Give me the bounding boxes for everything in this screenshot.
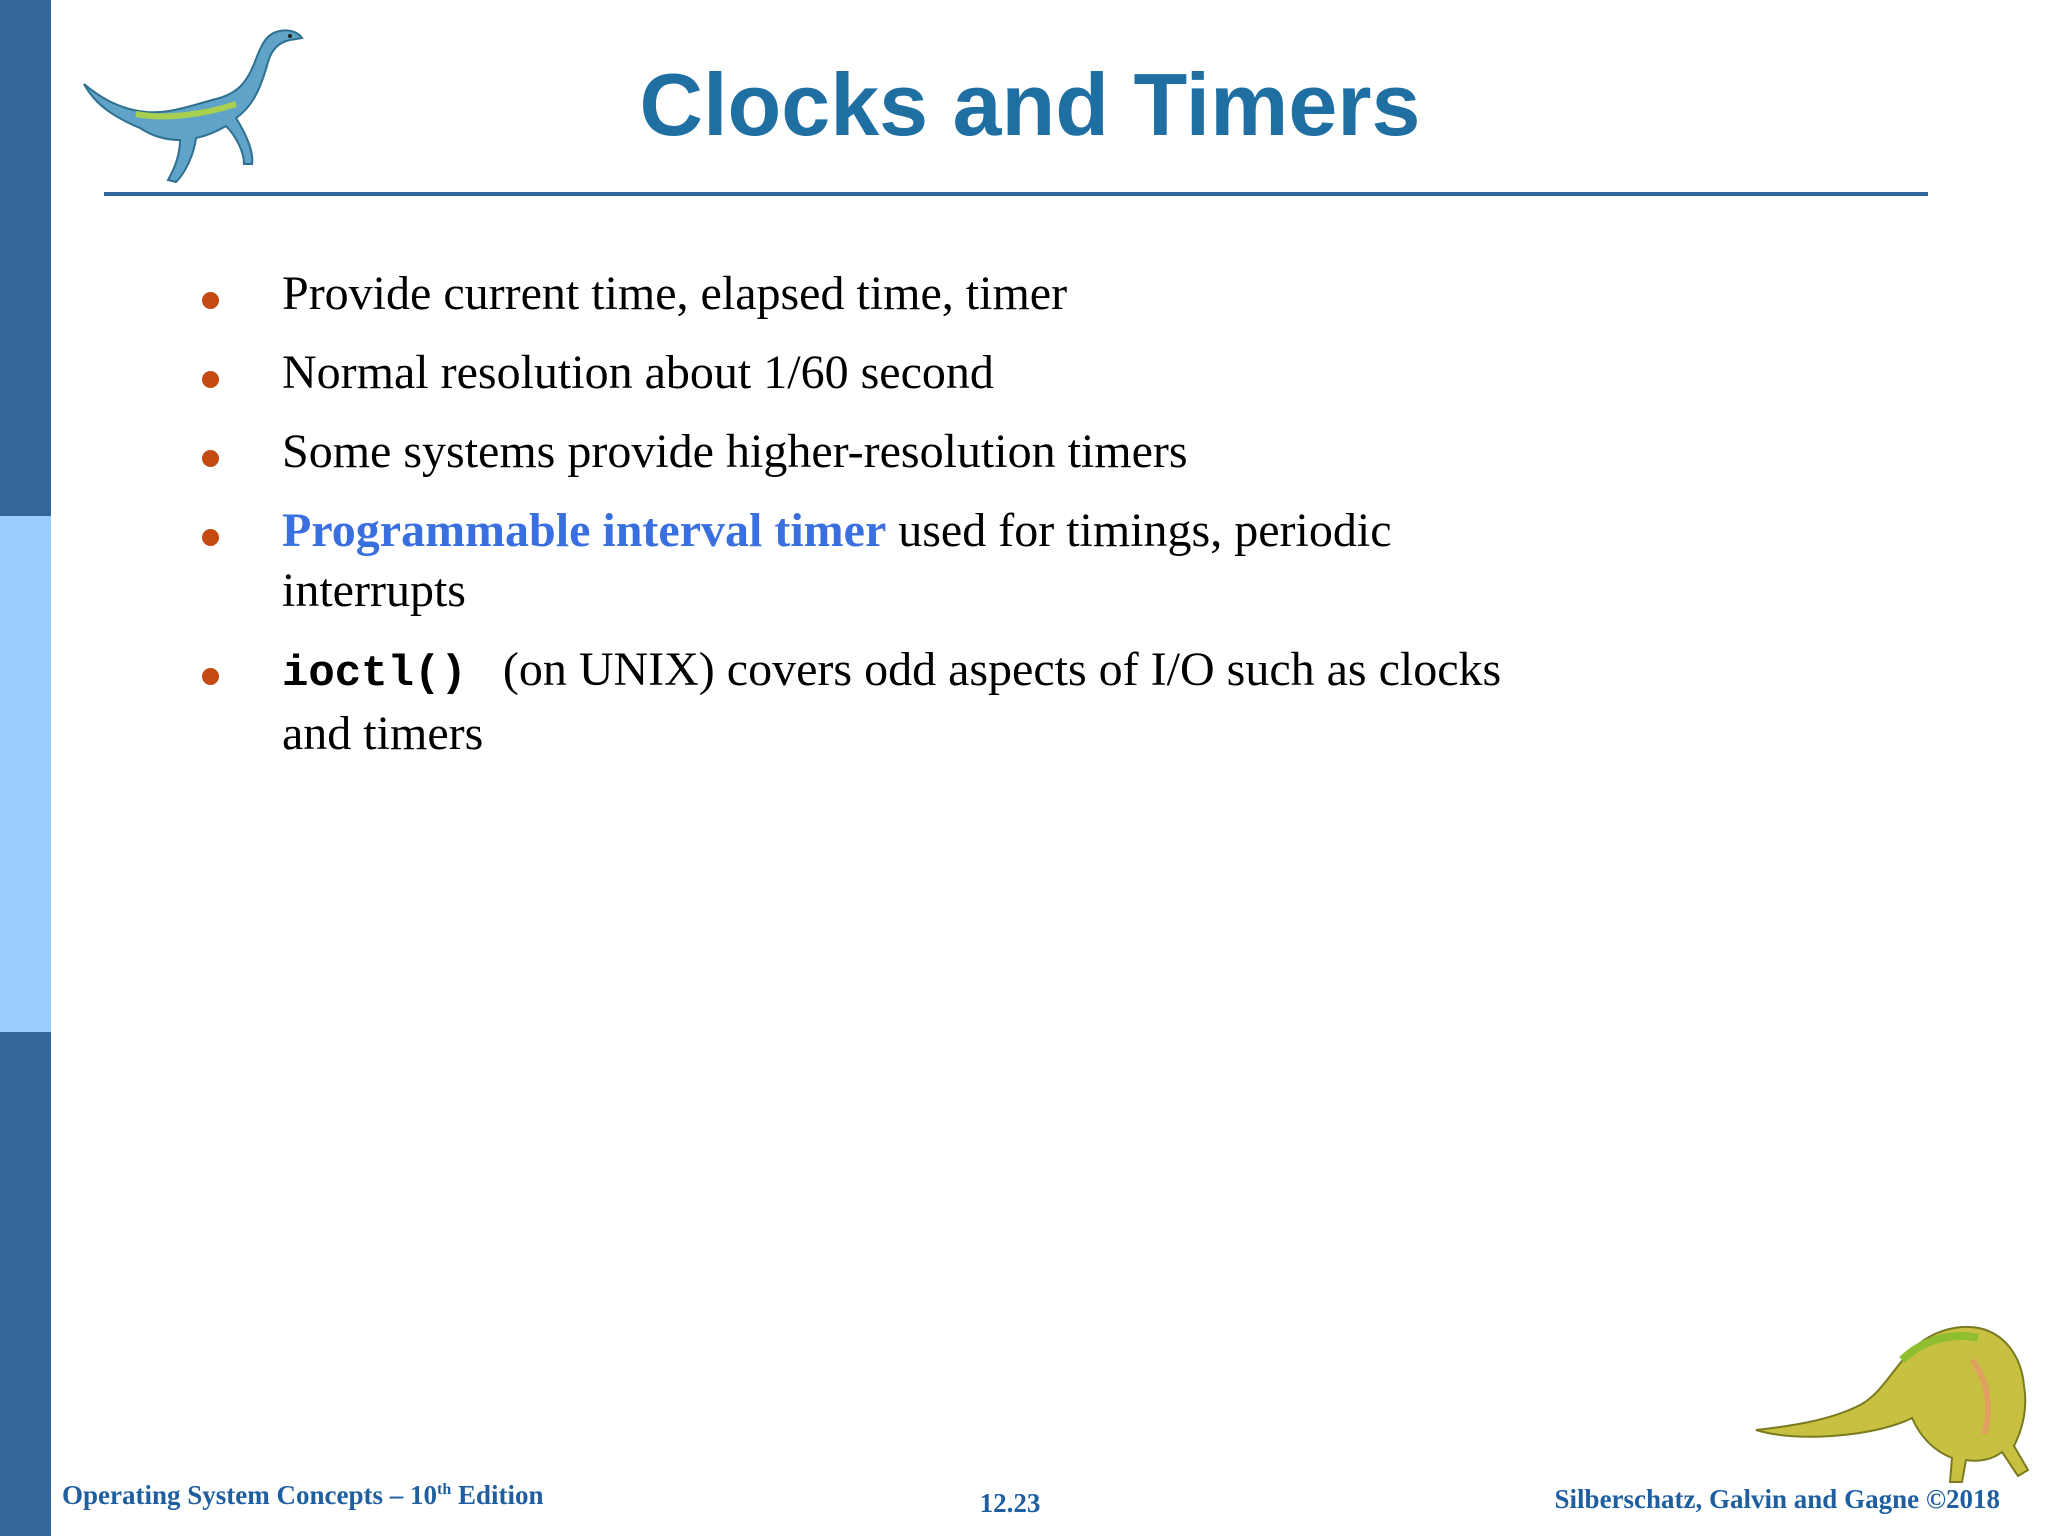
footer-authors: Silberschatz, Galvin and Gagne ©2018 (1554, 1484, 2000, 1514)
highlighted-term: Programmable interval timer (282, 504, 887, 557)
footer-book-title-sup: th (436, 1481, 452, 1498)
bullet-icon (202, 371, 219, 388)
footer-book-title-pre: Operating System Concepts – 10 (62, 1480, 437, 1510)
page-number: 12.23 (979, 1488, 1041, 1518)
bullet-item (200, 343, 1540, 403)
dinosaur-top-icon (76, 14, 316, 194)
bullet-text: (on UNIX) covers odd aspects of I/O such as clocks and timers (282, 643, 1502, 760)
footer-book-title (62, 1480, 544, 1511)
sidebar-accent (0, 516, 51, 1032)
bullet-icon (202, 668, 219, 685)
bullet-icon (202, 529, 219, 546)
bullet-text: used for timings, periodic interrupts (282, 504, 1392, 617)
slide-title: Clocks and Timers (639, 55, 1421, 154)
bullet-item (200, 264, 1540, 324)
bullet-item (200, 640, 1540, 764)
footer-book-title-post: Edition (451, 1480, 544, 1510)
bullet-item (200, 501, 1540, 621)
bullet-list (200, 264, 1540, 783)
bullet-text: Normal resolution about 1/60 second (282, 346, 994, 399)
dinosaur-bottom-icon (1752, 1300, 2048, 1490)
bullet-icon (202, 450, 219, 467)
bullet-text: Provide current time, elapsed time, timer (282, 267, 1068, 320)
bullet-text: Some systems provide higher-resolution timers (282, 425, 1188, 478)
title-divider (104, 192, 1928, 196)
code-term: ioctl() (282, 649, 467, 699)
bullet-item (200, 422, 1540, 482)
bullet-icon (202, 292, 219, 309)
